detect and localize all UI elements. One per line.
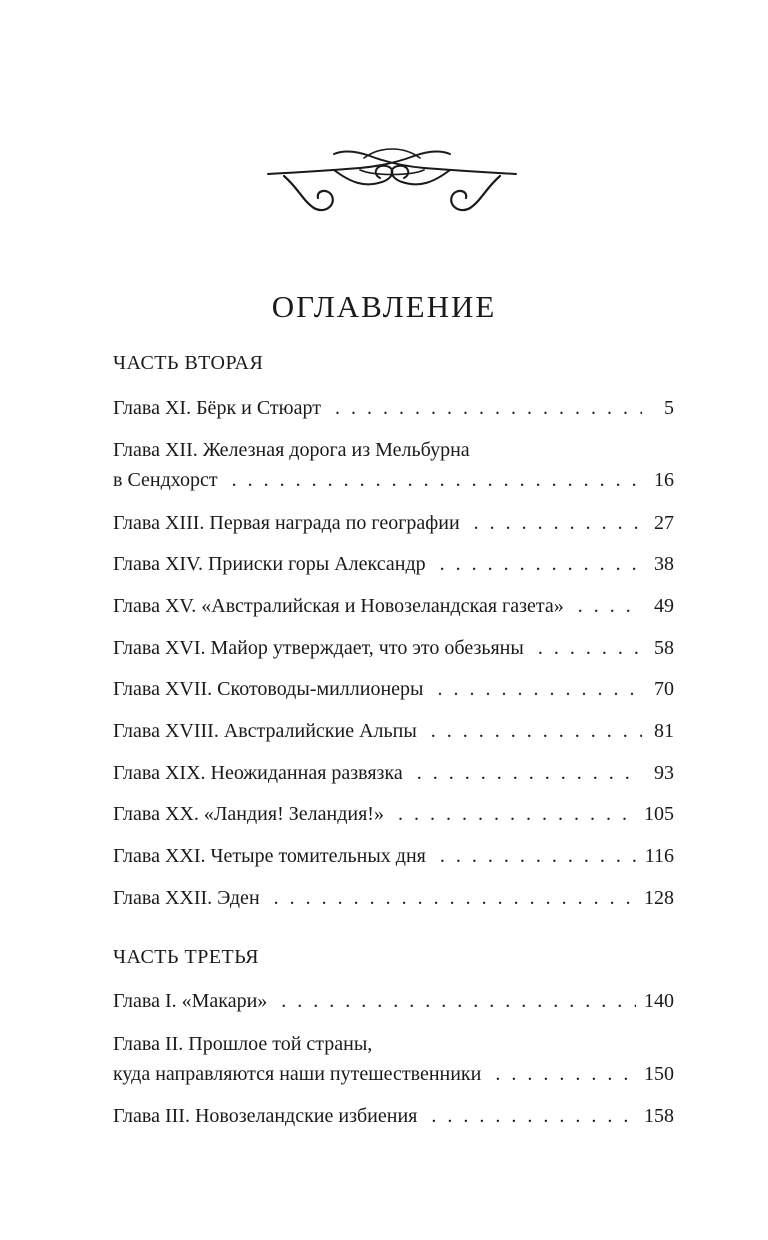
page-number: 150 bbox=[644, 1063, 674, 1085]
chapter-title: Глава XV. «Австралийская и Новозеландская газета» bbox=[113, 595, 564, 617]
page-number: 27 bbox=[654, 512, 674, 534]
chapter-title: Глава III. Новозеландские избиения bbox=[113, 1105, 418, 1127]
toc-entry[interactable] bbox=[113, 1101, 674, 1131]
chapter-title: Глава XVIII. Австралийские Альпы bbox=[113, 720, 417, 742]
chapter-title: Глава XVI. Майор утверждает, что это обезьяны bbox=[113, 637, 524, 659]
page-number: 38 bbox=[654, 553, 674, 575]
chapter-title: Глава XX. «Ландия! Зеландия!» bbox=[113, 803, 384, 825]
page-number: 105 bbox=[644, 803, 674, 825]
dot-leader bbox=[440, 549, 642, 579]
dot-leader bbox=[440, 841, 637, 871]
dot-leader bbox=[474, 508, 642, 538]
toc-entry[interactable] bbox=[113, 883, 674, 913]
dot-leader bbox=[335, 393, 642, 423]
chapter-title: Глава I. «Макари» bbox=[113, 990, 268, 1012]
chapter-title: Глава XIX. Неожиданная развязка bbox=[113, 762, 403, 784]
dot-leader bbox=[437, 674, 642, 704]
toc-entry[interactable] bbox=[113, 758, 674, 788]
chapter-title: Глава XIV. Прииски горы Александр bbox=[113, 553, 426, 575]
chapter-title-continued: куда направляются наши путешественники bbox=[113, 1063, 482, 1085]
dot-leader bbox=[417, 758, 642, 788]
toc-entry[interactable] bbox=[113, 1029, 674, 1089]
page-number: 93 bbox=[654, 762, 674, 784]
toc-entry[interactable] bbox=[113, 716, 674, 746]
dot-leader bbox=[578, 591, 642, 621]
chapter-title: Глава XXI. Четыре томительных дня bbox=[113, 845, 426, 867]
toc-entry[interactable] bbox=[113, 633, 674, 663]
chapter-title: Глава XIII. Первая награда по географии bbox=[113, 512, 460, 534]
page-number: 58 bbox=[654, 637, 674, 659]
dot-leader bbox=[274, 883, 636, 913]
page-number: 128 bbox=[644, 887, 674, 909]
chapter-title: Глава II. Прошлое той страны, bbox=[113, 1033, 373, 1055]
toc-entry[interactable] bbox=[113, 986, 674, 1016]
toc-entry[interactable] bbox=[113, 799, 674, 829]
toc-entry[interactable] bbox=[113, 435, 674, 495]
dot-leader bbox=[398, 799, 636, 829]
toc-entry[interactable] bbox=[113, 508, 674, 538]
toc-title: ОГЛАВЛЕНИЕ bbox=[271, 288, 497, 324]
toc-entry[interactable] bbox=[113, 393, 674, 423]
page-number: 70 bbox=[654, 678, 674, 700]
flourish-ornament-icon bbox=[264, 142, 520, 218]
part-heading: ЧАСТЬ ТРЕТЬЯ bbox=[113, 946, 260, 968]
page-number: 49 bbox=[654, 595, 674, 617]
chapter-title: Глава XII. Железная дорога из Мельбурна bbox=[113, 439, 470, 461]
page-number: 5 bbox=[664, 397, 674, 419]
toc-entry[interactable] bbox=[113, 841, 674, 871]
dot-leader bbox=[495, 1059, 636, 1089]
chapter-title: Глава XXII. Эден bbox=[113, 887, 260, 909]
page-number: 116 bbox=[644, 845, 674, 867]
part-heading: ЧАСТЬ ВТОРАЯ bbox=[113, 352, 264, 374]
dot-leader bbox=[538, 633, 642, 663]
page-number: 140 bbox=[644, 990, 674, 1012]
dot-leader bbox=[232, 465, 642, 495]
chapter-title: Глава XI. Бёрк и Стюарт bbox=[113, 397, 321, 419]
dot-leader bbox=[431, 1101, 636, 1131]
chapter-title: Глава XVII. Скотоводы-миллионеры bbox=[113, 678, 424, 700]
toc-entry[interactable] bbox=[113, 674, 674, 704]
toc-entry[interactable] bbox=[113, 549, 674, 579]
toc-entry[interactable] bbox=[113, 591, 674, 621]
dot-leader bbox=[281, 986, 636, 1016]
page-number: 81 bbox=[654, 720, 674, 742]
chapter-title-continued: в Сендхорст bbox=[113, 469, 218, 491]
page-number: 158 bbox=[644, 1105, 674, 1127]
page-number: 16 bbox=[654, 469, 674, 491]
dot-leader bbox=[431, 716, 642, 746]
